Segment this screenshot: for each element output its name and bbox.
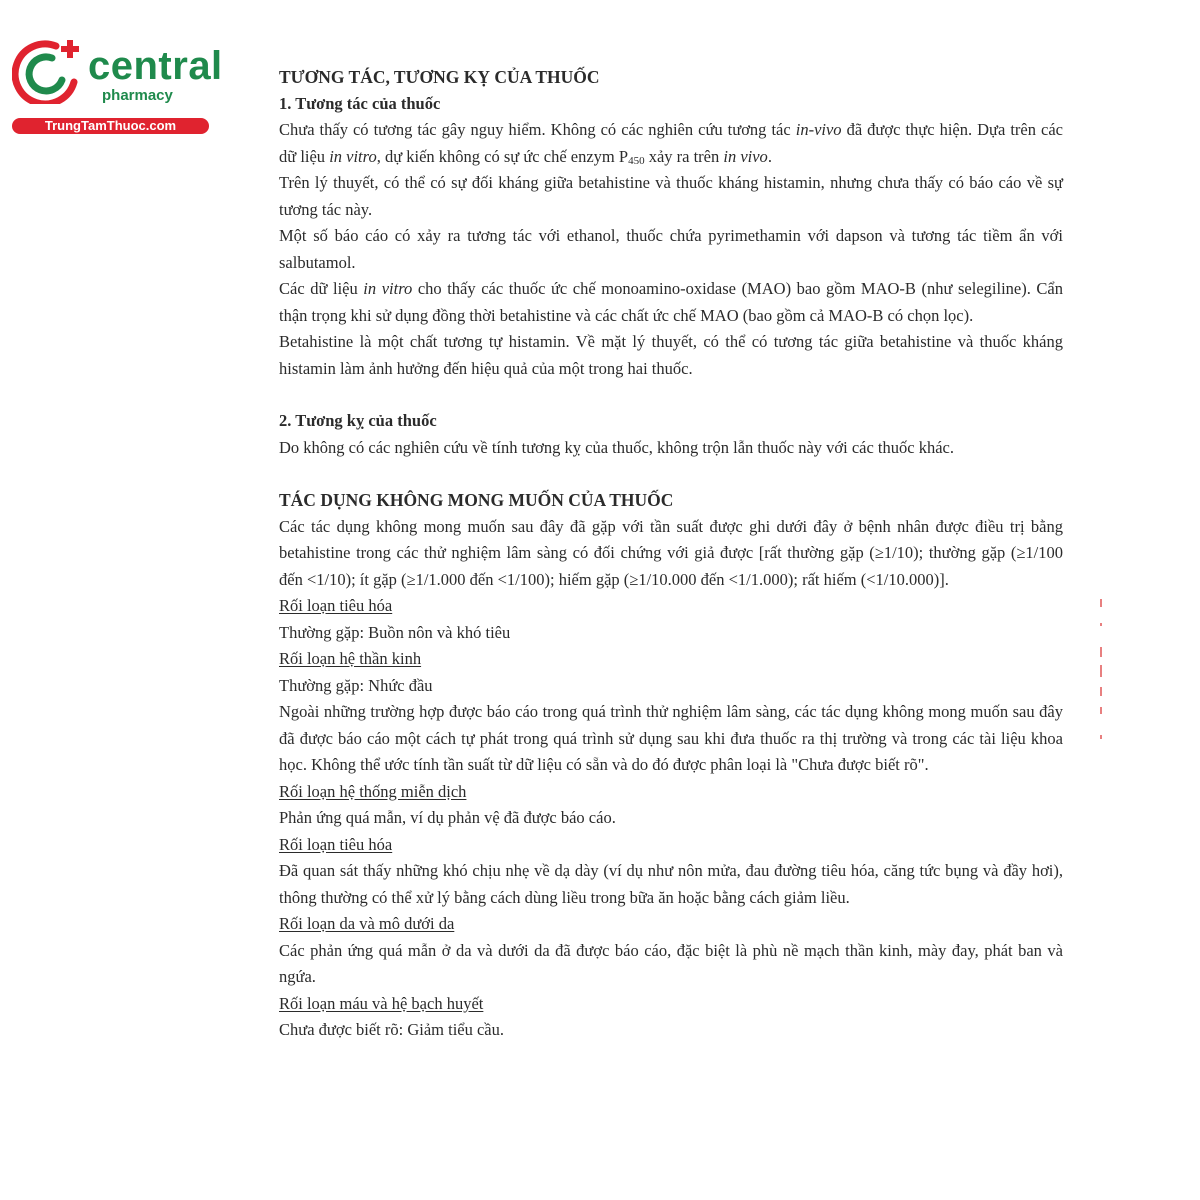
logo-subtitle: pharmacy — [102, 87, 173, 104]
paragraph-interactions-3: Một số báo cáo có xảy ra tương tác với ethanol, thuốc chứa pyrimethamin với dapson và tương tác tiềm ẩn với salbutamol. — [279, 226, 1063, 272]
spacer — [279, 461, 1063, 487]
subsection-title-drug-interactions: 1. Tương tác của thuốc — [279, 93, 441, 113]
paragraph-interactions-2: Trên lý thuyết, có thể có sự đối kháng giữa betahistine và thuốc kháng histamin, nhưng chưa thấy có báo cáo về sự tương tác này. — [279, 173, 1063, 219]
paragraph-post-marketing: Ngoài những trường hợp được báo cáo trong quá trình thử nghiệm lâm sàng, các tác dụng không mong muốn sau đây đã được báo cáo một cách tự phát trong quá trình sử dụng sau khi đưa thuốc ra thị trường và trong các tài liệu khoa học. Không thể ước tính tần suất từ dữ liệu có sẵn và do đó được phân loại là "Chưa được biết rõ". — [279, 702, 1063, 774]
subsection-title-incompatibilities: 2. Tương kỵ của thuốc — [279, 411, 437, 430]
category-text-gastrointestinal-2: Đã quan sát thấy những khó chịu nhẹ về dạ dày (ví dụ như nôn mửa, đau đường tiêu hóa, căng tức bụng và đầy hơi), thông thường có thể xử lý bằng cách dùng liều trong bữa ăn hoặc bằng cách giảm liều. — [279, 861, 1063, 907]
pharmacy-cross-logo-icon — [12, 38, 86, 104]
paragraph-interactions-4: Các dữ liệu in vitro cho thấy các thuốc ức chế monoamino-oxidase (MAO) bao gồm MAO-B (như selegiline). Cẩn thận trọng khi sử dụng đồng thời betahistine và các chất ức chế MAO (bao gồm cả MAO-B có chọn lọc). — [279, 279, 1064, 325]
section-title-interactions: TƯƠNG TÁC, TƯƠNG KỴ CỦA THUỐC — [279, 67, 600, 87]
scan-artifact-marks — [1097, 595, 1105, 745]
paragraph-interactions-5: Betahistine là một chất tương tự histamin. Về mặt lý thuyết, có thể có tương tác giữa betahistine và thuốc kháng histamin làm ảnh hưởng đến hiệu quả của một trong hai thuốc. — [279, 332, 1063, 378]
category-heading-nervous-system: Rối loạn hệ thần kinh — [279, 649, 422, 668]
central-pharmacy-logo[interactable] — [12, 38, 223, 138]
paragraph-incompatibilities: Do không có các nghiên cứu về tính tương kỵ của thuốc, không trộn lẫn thuốc này với các thuốc khác. — [279, 437, 954, 457]
logo-url-badge[interactable]: TrungTamThuoc.com — [12, 118, 209, 134]
category-heading-skin: Rối loạn da và mô dưới da — [279, 914, 455, 933]
category-text-nervous-system: Thường gặp: Nhức đầu — [279, 675, 433, 695]
category-heading-gastrointestinal: Rối loạn tiêu hóa — [279, 596, 393, 615]
category-text-gastrointestinal: Thường gặp: Buồn nôn và khó tiêu — [279, 622, 511, 642]
category-text-blood-lymphatic: Chưa được biết rõ: Giảm tiểu cầu. — [279, 1020, 505, 1039]
paragraph-interactions-1: Chưa thấy có tương tác gây nguy hiểm. Không có các nghiên cứu tương tác in-vivo đã được thực hiện. Dựa trên các dữ liệu in vitro, dự kiến không có sự ức chế enzym $P_{450}$ xảy ra trên in vivo. — [279, 120, 1063, 167]
category-heading-gastrointestinal-2: Rối loạn tiêu hóa — [279, 834, 393, 854]
spacer — [279, 382, 1063, 408]
category-heading-immune-system: Rối loạn hệ thống miễn dịch — [279, 781, 467, 801]
document-body — [279, 64, 1063, 1044]
paragraph-adverse-intro: Các tác dụng không mong muốn sau đây đã gặp với tần suất được ghi dưới đây ở bệnh nhân được điều trị bằng betahistine trong các thử nghiệm lâm sàng có đối chứng với giả được [rất thường gặp (≥1/10); thường gặp (≥1/100 đến <1/10); ít gặp (≥1/1.000 đến <1/100); hiếm gặp (≥1/10.000 đến <1/1.000); rất hiếm (<1/10.000)]. — [279, 516, 1063, 589]
category-text-immune-system: Phản ứng quá mẫn, ví dụ phản vệ đã được báo cáo. — [279, 808, 616, 827]
section-title-adverse-effects: TÁC DỤNG KHÔNG MONG MUỐN CỦA THUỐC — [279, 490, 674, 510]
logo-name: central — [88, 44, 223, 88]
category-heading-blood-lymphatic: Rối loạn máu và hệ bạch huyết — [279, 993, 484, 1013]
category-text-skin: Các phản ứng quá mẫn ở da và dưới da đã được báo cáo, đặc biệt là phù nề mạch thần kinh, mày đay, phát ban và ngứa. — [279, 940, 1063, 986]
